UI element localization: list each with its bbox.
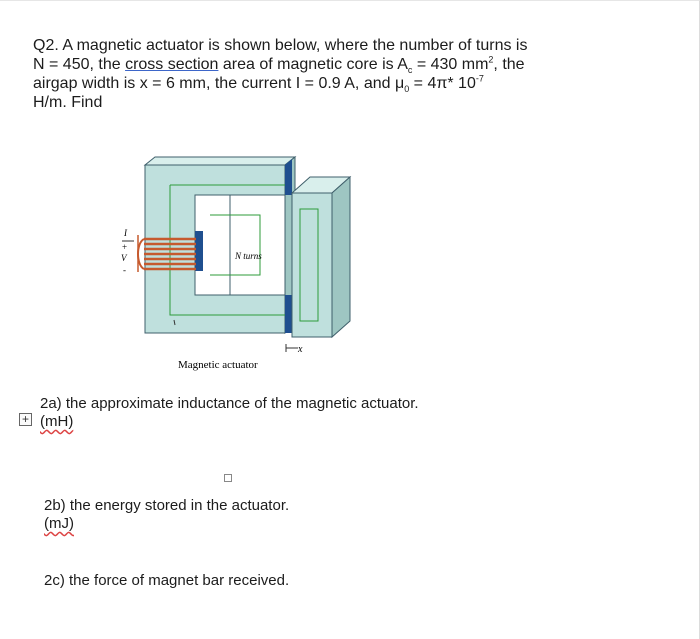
area-superscript: 2 — [488, 54, 494, 65]
question-line-3-b: = 4π* 10 — [409, 75, 476, 92]
plus-box-icon[interactable]: + — [19, 413, 32, 426]
plus-label: + — [122, 242, 128, 252]
question-text — [33, 36, 663, 112]
question-line-1: Q2. A magnetic actuator is shown below, where the number of turns is — [33, 37, 528, 54]
question-line-2-c: = 430 mm — [412, 56, 489, 73]
minus-label: - — [123, 265, 126, 275]
question-line-2-d: , the — [493, 56, 525, 73]
part-2b-text: 2b) the energy stored in the actuator. — [44, 497, 290, 514]
actuator-diagram — [110, 155, 370, 375]
bar-side-face — [332, 177, 350, 337]
empty-checkbox-icon[interactable] — [224, 474, 232, 482]
magnetic-actuator-figure — [110, 155, 370, 375]
magnet-bar — [292, 193, 332, 337]
part-2c-text: 2c) the force of magnet bar received. — [44, 572, 290, 589]
area-subscript: c — [407, 65, 413, 76]
part-2b-units-text: (mJ) — [44, 515, 74, 532]
part-2a-text: 2a) the approximate inductance of the magnetic actuator. — [40, 395, 419, 412]
part-2a-units — [40, 412, 73, 431]
voltage-label: V — [121, 253, 127, 263]
question-line-2-a: N = 450, the — [33, 56, 126, 73]
current-label: I — [124, 228, 127, 238]
core-upper-pole — [285, 159, 292, 195]
core-top-face — [145, 157, 295, 165]
cross-section-link[interactable]: cross section — [125, 56, 219, 73]
core-leg-band — [195, 231, 203, 271]
mu-exponent: -7 — [475, 73, 484, 84]
part-2b-units — [44, 514, 74, 533]
question-line-2-b: area of magnetic core is A — [218, 56, 408, 73]
question-line-3-a: airgap width is x = 6 mm, the current I = 0.9 A, and μ — [33, 75, 405, 92]
figure-caption: Magnetic actuator — [178, 359, 258, 371]
part-2a-units-text: (mH) — [40, 413, 74, 430]
question-line-4: H/m. Find — [33, 94, 103, 111]
question-line-3 — [33, 74, 663, 93]
core-lower-pole — [285, 295, 292, 333]
coil-label: N turns — [235, 251, 262, 261]
question-line-2 — [33, 55, 663, 74]
gap-label: x — [298, 344, 303, 355]
mu-subscript: 0 — [404, 84, 410, 95]
